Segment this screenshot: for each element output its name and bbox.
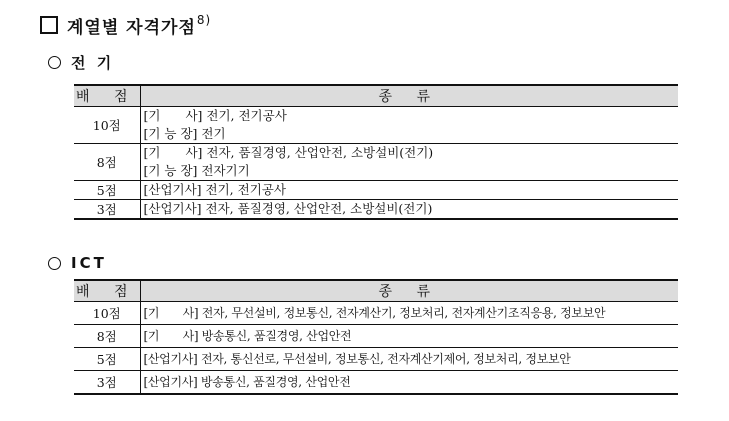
types-line: [산업기사] 방송통신, 품질경영, 산업안전 xyxy=(143,375,351,389)
types-cell xyxy=(140,107,678,144)
circle-bullet-icon xyxy=(48,257,61,270)
types-cell xyxy=(140,325,678,348)
table-row xyxy=(74,181,678,200)
types-line: [기 능 장] 전기 xyxy=(143,126,226,141)
score-cell: 5점 xyxy=(74,181,140,200)
types-cell xyxy=(140,181,678,200)
table-row xyxy=(74,144,678,181)
types-line: [기 사] 전기, 전기공사 xyxy=(143,108,287,123)
circle-bullet-icon xyxy=(48,56,61,69)
types-line: [산업기사] 전기, 전기공사 xyxy=(143,182,286,197)
header-types: 종 류 xyxy=(140,85,678,107)
types-line: [기 사] 전자, 품질경영, 산업안전, 소방설비(전기) xyxy=(143,145,434,160)
types-line: [산업기사] 전자, 품질경영, 산업안전, 소방설비(전기) xyxy=(143,201,433,216)
score-cell: 10점 xyxy=(74,107,140,144)
section-heading-electric xyxy=(48,51,114,73)
score-cell: 8점 xyxy=(74,325,140,348)
score-cell: 10점 xyxy=(74,302,140,325)
table-header-row xyxy=(74,280,678,302)
title-footnote: 8) xyxy=(196,13,212,27)
score-cell: 3점 xyxy=(74,371,140,395)
checkbox-square-icon xyxy=(40,16,58,34)
table-header-row xyxy=(74,85,678,107)
table-row xyxy=(74,107,678,144)
page-title xyxy=(40,12,211,38)
score-cell: 3점 xyxy=(74,200,140,220)
table-row xyxy=(74,200,678,220)
types-line: [기 능 장] 전자기기 xyxy=(143,163,250,178)
header-score: 배 점 xyxy=(74,280,140,302)
types-cell xyxy=(140,302,678,325)
header-types: 종 류 xyxy=(140,280,678,302)
types-cell xyxy=(140,200,678,220)
types-line: [산업기사] 전자, 통신선로, 무선설비, 정보통신, 전자계산기제어, 정보처리, 정보보안 xyxy=(143,352,571,366)
table-row xyxy=(74,371,678,395)
types-cell xyxy=(140,348,678,371)
score-cell: 8점 xyxy=(74,144,140,181)
types-line: [기 사] 방송통신, 품질경영, 산업안전 xyxy=(143,329,352,343)
table-row xyxy=(74,348,678,371)
section-heading-text: 전 기 xyxy=(71,53,115,72)
table-row xyxy=(74,325,678,348)
types-line: [기 사] 전자, 무선설비, 정보통신, 전자계산기, 정보처리, 전자계산기조직응용, 정보보안 xyxy=(143,306,606,320)
table-row xyxy=(74,302,678,325)
section-heading-ict xyxy=(48,252,107,274)
types-cell xyxy=(140,371,678,395)
section-heading-text: ICT xyxy=(71,254,107,272)
page-title-text: 계열별 자격가점 xyxy=(67,17,196,38)
table-ict xyxy=(74,279,678,395)
types-cell xyxy=(140,144,678,181)
table-electric xyxy=(74,84,678,220)
score-cell: 5점 xyxy=(74,348,140,371)
header-score: 배 점 xyxy=(74,85,140,107)
